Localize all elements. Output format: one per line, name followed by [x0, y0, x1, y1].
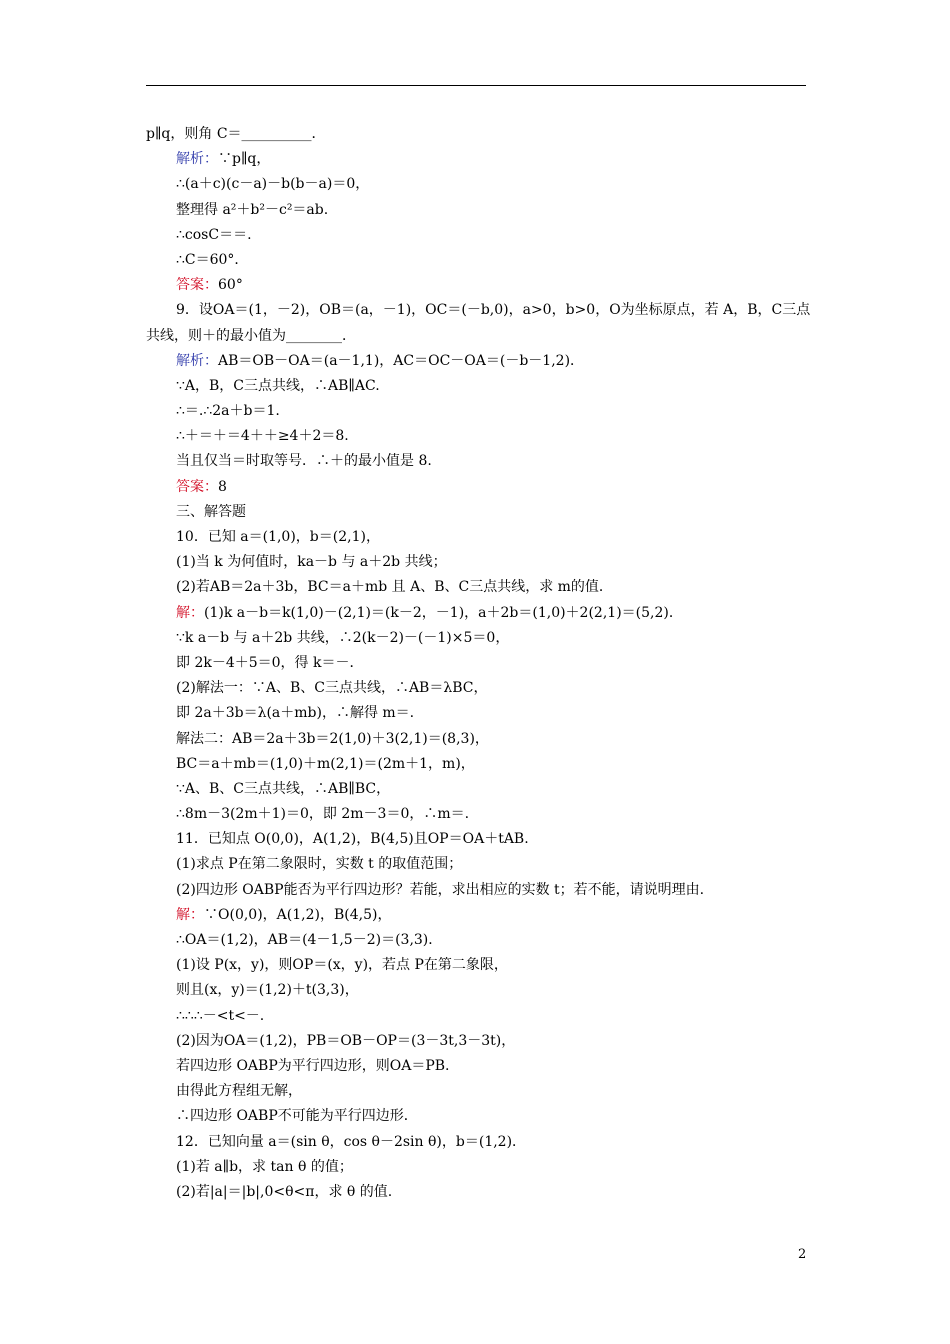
- line-text: ∴C＝60°．: [176, 251, 249, 268]
- line-text: p∥q，则角 C＝__________．: [146, 126, 326, 142]
- text-line: [146, 374, 810, 399]
- line-text: 60°: [218, 277, 243, 294]
- line-text: ∴∴∴－<t<－.: [176, 1007, 265, 1024]
- text-line: [146, 928, 810, 953]
- text-line: [146, 248, 810, 273]
- line-text: AB＝OB－OA＝(a－1,1)，AC＝OC－OA＝(－b－1,2)．: [218, 352, 585, 369]
- text-line: [146, 575, 810, 600]
- text-line: [146, 878, 810, 903]
- line-text: ∵A、B、C三点共线，∴AB∥BC，: [176, 780, 391, 797]
- line-text: 则且(x，y)＝(1,2)＋t(3,3)，: [176, 982, 359, 999]
- text-line: [146, 1155, 810, 1180]
- line-text: (2)四边形 OABP能否为平行四边形？若能，求出相应的实数 t；若不能，请说明理由.: [176, 881, 705, 898]
- line-text: ∵A，B，C三点共线，∴AB∥AC.: [176, 377, 380, 394]
- text-line: [146, 324, 810, 349]
- line-text: (1)求点 P在第二象限时，实数 t 的取值范围；: [176, 856, 463, 873]
- text-line: [146, 223, 810, 248]
- line-text: ∴＋＝＋＝4＋＋≥4＋2＝8.: [176, 428, 349, 445]
- text-line: [146, 651, 810, 676]
- line-text: 10．已知 a＝(1,0)，b＝(2,1)，: [176, 529, 380, 545]
- text-line: [146, 727, 810, 752]
- text-line: [146, 827, 810, 852]
- text-line: [146, 298, 810, 323]
- line-text: ∴cosC＝＝.: [176, 226, 252, 243]
- text-line: [146, 1029, 810, 1054]
- document-body: [146, 122, 810, 1205]
- line-text: ∴(a＋c)(c－a)－b(b－a)＝0，: [176, 176, 370, 193]
- text-line: [146, 1104, 810, 1129]
- answer-label: 解析：: [176, 151, 218, 168]
- line-text: ∴四边形 OABP不可能为平行四边形．: [176, 1108, 418, 1125]
- text-line: [146, 903, 810, 928]
- text-line: [146, 953, 810, 978]
- text-line: [146, 1130, 810, 1155]
- header-rule: [146, 85, 806, 86]
- line-text: ∴＝.∴2a＋b＝1.: [176, 403, 280, 420]
- text-line: [146, 500, 810, 525]
- line-text: ∴OA＝(1,2)，AB＝(4－1,5－2)＝(3,3)．: [176, 932, 443, 948]
- line-text: 11．已知点 O(0,0)，A(1,2)，B(4,5)且OP＝OA＋tAB.: [176, 831, 529, 848]
- line-text: 当且仅当＝时取等号．∴＋的最小值是 8.: [176, 453, 432, 470]
- text-line: [146, 449, 810, 474]
- line-text: (2)解法一：∵A、B、C三点共线，∴AB＝λBC，: [176, 680, 488, 697]
- line-text: 9．设OA＝(1，－2)，OB＝(a，－1)，OC＝(－b,0)，a>0，b>0，O为坐标原点，若 A，B，C三点: [176, 302, 811, 319]
- text-line: [146, 147, 810, 172]
- answer-label: 答案：: [176, 478, 218, 495]
- text-line: [146, 626, 810, 651]
- text-line: [146, 1004, 810, 1029]
- text-line: [146, 852, 810, 877]
- answer-label: 解：: [176, 604, 204, 621]
- line-text: (1)设 P(x，y)，则OP＝(x，y)，若点 P在第二象限，: [176, 957, 508, 974]
- line-text: ∴8m－3(2m＋1)＝0，即 2m－3＝0，∴m＝.: [176, 806, 470, 823]
- answer-label: 解：: [176, 906, 204, 923]
- text-line: [146, 1180, 810, 1205]
- line-text: 共线，则＋的最小值为________．: [146, 327, 356, 344]
- answer-label: 答案：: [176, 277, 218, 294]
- line-text: 8: [218, 478, 227, 495]
- text-line: [146, 550, 810, 575]
- page-number: 2: [798, 1247, 807, 1262]
- text-line: [146, 475, 810, 500]
- text-line: [146, 1079, 810, 1104]
- line-text: 12．已知向量 a＝(sin θ，cos θ－2sin θ)，b＝(1,2)．: [176, 1133, 527, 1150]
- line-text: 即 2a＋3b＝λ(a＋mb)，∴解得 m＝.: [176, 705, 415, 722]
- line-text: 若四边形 OABP为平行四边形，则OA＝PB.: [176, 1057, 450, 1074]
- answer-label: 解析：: [176, 352, 218, 369]
- line-text: (2)若AB＝2a＋3b，BC＝a＋mb 且 A、B、C三点共线，求 m的值．: [176, 579, 613, 596]
- text-line: [146, 802, 810, 827]
- text-line: [146, 601, 810, 626]
- text-line: [146, 424, 810, 449]
- text-line: [146, 752, 810, 777]
- text-line: [146, 349, 810, 374]
- line-text: 由得此方程组无解，: [176, 1083, 302, 1100]
- text-line: [146, 701, 810, 726]
- line-text: (2)因为OA＝(1,2)，PB＝OB－OP＝(3－3t,3－3t)，: [176, 1032, 516, 1049]
- line-text: 解法二：AB＝2a＋3b＝2(1,0)＋3(2,1)＝(8,3)，: [176, 730, 489, 747]
- line-text: (1)k a－b＝k(1,0)－(2,1)＝(k－2，－1)，a＋2b＝(1,0)＋2(2,1)＝(5,2)．: [204, 604, 683, 621]
- line-text: BC＝a＋mb＝(1,0)＋m(2,1)＝(2m＋1，m)，: [176, 755, 475, 772]
- text-line: [146, 172, 810, 197]
- line-text: ∵p∥q，: [218, 151, 271, 168]
- line-text: 三、解答题: [176, 503, 246, 520]
- line-text: (1)若 a∥b，求 tan θ 的值；: [176, 1158, 353, 1175]
- line-text: ∵O(0,0)，A(1,2)，B(4,5)，: [204, 906, 392, 923]
- line-text: 即 2k－4＋5＝0，得 k＝－．: [176, 654, 364, 671]
- line-text: 整理得 a²＋b²－c²＝ab.: [176, 201, 329, 218]
- line-text: (1)当 k 为何值时，ka－b 与 a＋2b 共线；: [176, 554, 447, 571]
- text-line: [146, 399, 810, 424]
- text-line: [146, 1054, 810, 1079]
- line-text: ∵k a－b 与 a＋2b 共线，∴2(k－2)－(－1)×5＝0，: [176, 629, 510, 646]
- text-line: [146, 122, 810, 147]
- text-line: [146, 198, 810, 223]
- text-line: [146, 777, 810, 802]
- line-text: (2)若|a|＝|b|,0<θ<π，求 θ 的值.: [176, 1183, 393, 1200]
- text-line: [146, 525, 810, 550]
- text-line: [146, 978, 810, 1003]
- text-line: [146, 676, 810, 701]
- text-line: [146, 273, 810, 298]
